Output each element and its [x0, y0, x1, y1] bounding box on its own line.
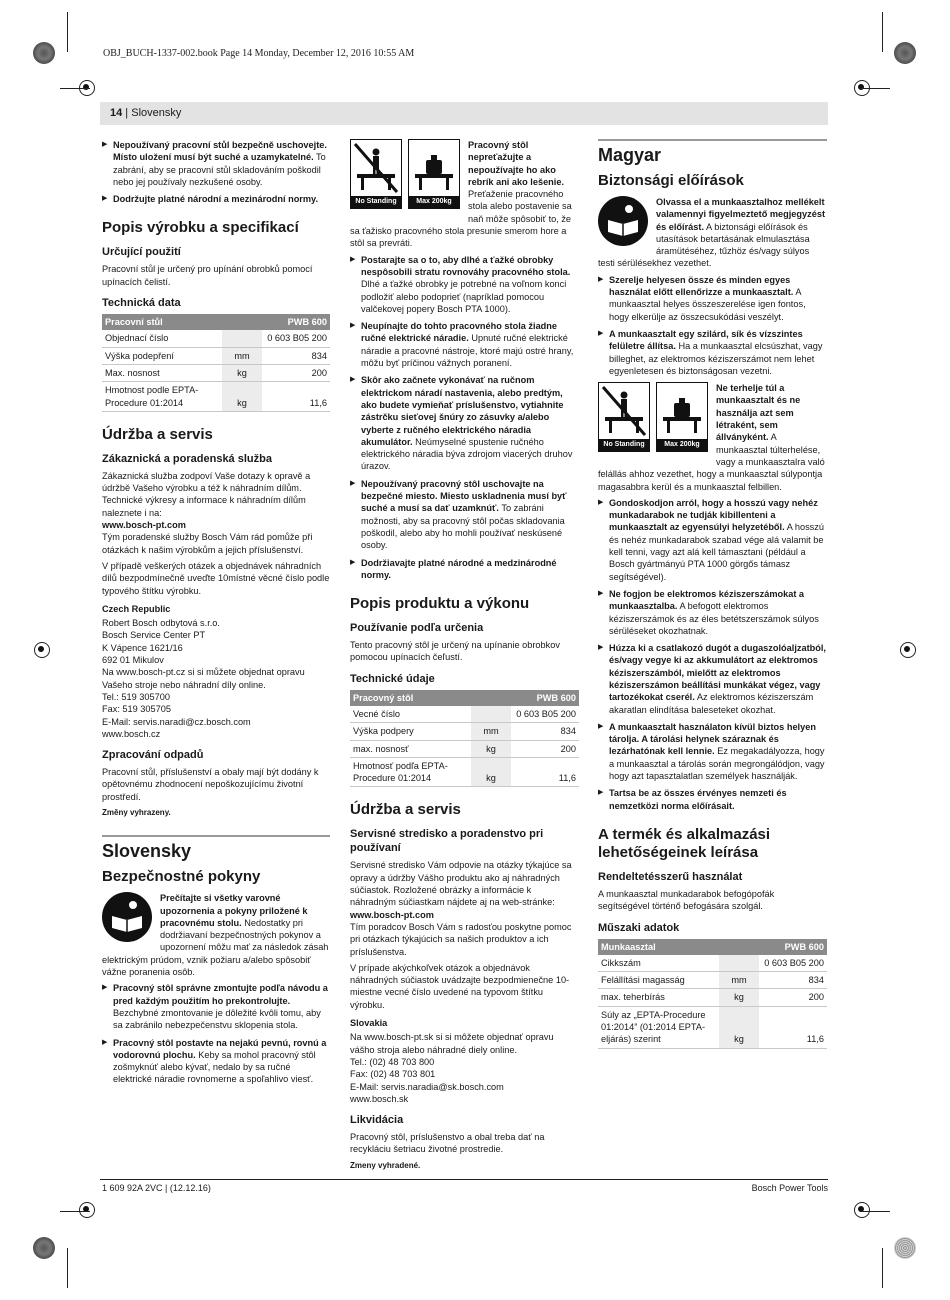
link-text: www.bosch-pt.com [102, 520, 186, 531]
table-cell [719, 955, 759, 972]
crosshair-target [852, 1200, 872, 1220]
subsection-heading: Rendeltetésszerű használat [598, 870, 743, 883]
crop-mark [882, 12, 883, 52]
header-language: Slovensky [131, 107, 182, 119]
table-cell: Výška podepření [102, 347, 222, 364]
tech-data-table [598, 939, 827, 1049]
address-line: Tel.: (02) 48 703 800 [350, 1056, 435, 1067]
max-load-icon [408, 139, 460, 209]
bullet-text: A hosszú és nehéz munkadarabok szabad vége alá valamit be kell tenni, vagy azt alá kell támasztani (például a Bosch gyártmányú PTA 1000 görgős támasz segítségével). [609, 522, 824, 582]
address-line: Tel.: 519 305700 [102, 691, 170, 702]
table-cell: Vecné číslo [350, 706, 471, 723]
intro-bold: Prečítajte si všetky varovné upozornenia a pokyny priložené k pracovnému stolu. [160, 893, 308, 928]
table-header: Munkaasztal [598, 939, 719, 955]
table-row [598, 955, 827, 972]
warning-text: Preťaženie pracovného stola alebo postavenie sa naň môže spôsobiť to, že sa ťažisko pracovného stola presunie smerom hore a stôl sa prevráti. [350, 189, 572, 249]
table-cell: 200 [759, 989, 827, 1006]
subsection-heading: Technické údaje [350, 672, 435, 685]
table-row [598, 972, 827, 989]
footer-rule [100, 1179, 828, 1180]
crop-mark [67, 1248, 68, 1288]
table-header: Pracovní stůl [102, 314, 222, 330]
intro-text: A biztonsági előírások és utasítások betartásának elmulasztása áramütéséhez, tűzhöz és/vagy súlyos testi sérülésekhez vezethet. [598, 221, 810, 269]
subsection-heading: Műszaki adatok [598, 921, 680, 934]
bullet-bold: Postarajte sa o to, aby dlhé a ťažké obrobky nespôsobili stratu rovnováhy pracovného stola. [361, 254, 571, 277]
bullet-bold: Ne fogjon be elektromos kéziszerszámokat a munkaasztalba. [609, 588, 805, 612]
subsection-heading: Zpracování odpadů [102, 749, 204, 762]
bullet-text: A befogott elektromos kéziszerszámok és az éles betétszerszámok súlyos sérüléseket okozhatnak. [609, 601, 819, 636]
table-row [350, 723, 579, 740]
paragraph: A munkaasztal munkadarabok befogópofák segítségével történő befogására szolgál. [598, 888, 775, 912]
registration-mark [33, 1237, 55, 1259]
subsection-heading: Likvidácia [350, 1114, 404, 1127]
address-line: Na www.bosch-pt.cz si si můžete objednat opravu Vašeho stroje nebo náhradní díly online. [102, 667, 305, 690]
warning-text: A munkaasztal túlterhelése, vagy a munkaasztalra való felállás ahhoz vezethet, hogy a munkaasztal súlypontja magasabbra kerül és a munkaasztal felbillen. [598, 432, 825, 492]
table-cell: Max. nosnost [102, 364, 222, 381]
table-cell: mm [222, 347, 262, 364]
table-cell: kg [222, 382, 262, 412]
warning-icons [598, 382, 708, 452]
address-line: E-Mail: servis.naradi@cz.bosch.com [102, 716, 251, 727]
bullet-bold: A munkaasztalt használaton kívül biztos helyen tárolja. A tárolási helynek száraznak és lezárhatónak kell lennie. [609, 721, 816, 757]
table-row [102, 330, 330, 347]
table-cell: Súly az „EPTA-Procedure 01:2014” (01:2014 EPTA-eljárás) szerint [598, 1006, 719, 1048]
bullet-bold: Dodržujte platné národní a mezinárodní normy. [113, 194, 319, 205]
paragraph: V případě veškerých otázek a objednávek náhradních dílů bezpodmínečně uveďte 10místné věcné číslo podle typového štítku výrobku. [102, 560, 330, 596]
table-header: PWB 600 [511, 690, 579, 706]
section-heading: Bezpečnostné pokyny [102, 868, 261, 886]
table-row [350, 706, 579, 723]
registration-mark [894, 1237, 916, 1259]
bullet-text: Neúmyselné spustenie ručného elektrického náradia býva zdrojom viacerých druhov úrazov. [361, 436, 573, 472]
bullet-bold: Skôr ako začnete vykonávať na ručnom elektrickom náradí nastavenia, alebo predtým, ako budete vymieňať príslušenstvo, vytiahnite zástrčku sieťovej šnúry zo zásuvky a/alebo vyberte z ručného elektrického náradia akumulátor. [361, 375, 564, 447]
language-divider [598, 139, 827, 166]
footer-doc-number: 1 609 92A 2VC | (12.12.16) [102, 1183, 211, 1193]
bullet-bold: Nepoužívaný pracovní stůl bezpečně uschovejte. Místo uložení musí být suché a uzamykatelné. [113, 140, 327, 163]
address-line: Fax: 519 305705 [102, 704, 171, 715]
table-header: PWB 600 [759, 939, 827, 955]
list-item [598, 328, 827, 377]
table-row [598, 1006, 827, 1048]
table-row [350, 757, 579, 787]
warning-bold: Ne terhelje túl a munkaasztalt és ne használja azt sem létraként, sem állványként. [716, 383, 801, 443]
paragraph: Pracovný stôl, príslušenstvo a obal treba dať na recykláciu šetriacu životné prostredie. [350, 1132, 545, 1155]
address-line: 692 01 Mikulov [102, 655, 164, 666]
list-item [102, 193, 330, 205]
intro-text: Nedostatky pri dodržiavaní bezpečnostných pokynov a upozornení môžu mať za následok zásah elektrickým prúdom, vznik požiaru a/alebo spôsobiť vážne poranenia osôb. [102, 917, 329, 978]
table-row [102, 347, 330, 364]
list-item [598, 497, 827, 583]
address-line: K Vápence 1621/16 [102, 642, 183, 653]
bullet-bold: Neupínajte do tohto pracovného stola žiadne ručné elektrické náradie. [361, 321, 558, 344]
column-czech [102, 139, 330, 1091]
bullet-bold: Gondoskodjon arról, hogy a hosszú vagy nehéz munkadarabok ne tudják kibillenteni a munkaasztalt az egyensúlyi helyzetéből. [609, 497, 818, 533]
table-cell: kg [719, 989, 759, 1006]
subsection-heading: Používanie podľa určenia [350, 622, 484, 635]
list-item [350, 557, 579, 582]
column-slovak [350, 139, 579, 1176]
bullet-bold: Húzza ki a csatlakozó dugót a dugaszolóaljzatból, és/vagy vegye ki az akkumulátort az elektromos kéziszerszámból, mielőtt az elektromos kéziszerszámon beállítási munkákat végez, vagy tartozékokat cserél. [609, 643, 826, 703]
address-line: Bosch Service Center PT [102, 630, 206, 641]
language-title: Magyar [598, 145, 662, 165]
table-cell: kg [222, 364, 262, 381]
list-item [350, 478, 579, 552]
section-heading: Údržba a servis [102, 425, 213, 443]
print-line: OBJ_BUCH-1337-002.book Page 14 Monday, December 12, 2016 10:55 AM [103, 48, 415, 59]
table-cell: 834 [262, 347, 330, 364]
table-row [102, 382, 330, 412]
address-block [102, 617, 330, 740]
table-cell: 200 [262, 364, 330, 381]
table-cell: mm [471, 723, 511, 740]
warning-icons [350, 139, 460, 209]
bullet-text: To zabrání, aby se pracovní stůl skladováním poškodil nebo jej používaly nezkušené osoby. [113, 152, 326, 187]
address-line: Robert Bosch odbytová s.r.o. [102, 618, 220, 629]
section-heading: Biztonsági előírások [598, 172, 744, 189]
list-item [598, 787, 827, 812]
bullet-text: Ez megakadályozza, hogy a munkaasztal a tárolás során megrongálódjon, vagy hogy azt tapasztalatlan személyek használják. [609, 746, 825, 782]
address-line: Na www.bosch-pt.sk si si môžete objednať opravu vášho stroja alebo náhradné diely online. [350, 1032, 554, 1055]
read-manual-icon [102, 892, 152, 942]
bullet-bold: A munkaasztalt egy szilárd, sík és vízszintes felületre állítsa. [609, 328, 803, 352]
bullet-text: To zabráni možnosti, aby sa pracovný stôl počas skladovania poškodil, alebo aby ho mohli používať neskúsené osoby. [361, 503, 565, 551]
list-item [350, 254, 579, 315]
paragraph: Pracovní stůl, příslušenství a obaly mají být dodány k opětovnému zhodnocení nepoškozujícímu životní prostředí. [102, 767, 319, 802]
table-cell: 0 603 B05 200 [262, 330, 330, 347]
crosshair-target [77, 1200, 97, 1220]
country-label: Slovakia [350, 1018, 388, 1029]
crosshair-target [32, 640, 52, 660]
language-divider [102, 835, 330, 862]
section-heading: Popis výrobku a specifikací [102, 219, 299, 237]
list-item [102, 139, 330, 188]
table-row [598, 989, 827, 1006]
max-load-icon [656, 382, 708, 452]
table-cell: kg [471, 740, 511, 757]
section-heading: Popis produktu a výkonu [350, 595, 530, 613]
paragraph: Zákaznická služba zodpoví Vaše dotazy k opravě a údržbě Vašeho výrobku a též k náhradním dílům. Technické výkresy a informace k náhradním dílům naleznete i na: [102, 470, 311, 518]
bullet-text: Dlhé a ťažké obrobky je potrebné na voľnom konci podložiť alebo podoprieť (napríklad pomocou valčekovej popery Bosch PTA 1000). [361, 279, 567, 314]
table-cell: mm [719, 972, 759, 989]
registration-mark [894, 42, 916, 64]
subsection-heading: Servisné stredisko a poradenstvo pri používaní [350, 828, 544, 855]
paragraph: Tento pracovný stôl je určený na upínanie obrobkov pomocou upínacích čeľustí. [350, 640, 560, 663]
icon-caption: No Standing [599, 439, 649, 451]
table-cell: max. teherbírás [598, 989, 719, 1006]
table-cell: Felállítási magasság [598, 972, 719, 989]
column-hungarian [598, 139, 827, 1057]
address-block [350, 1031, 579, 1105]
table-row [350, 740, 579, 757]
page-number: 14 [110, 107, 123, 119]
table-cell: max. nosnosť [350, 740, 471, 757]
bullet-text: Az elektromos kéziszerszám akaratlan elindítása baleseteket okozhat. [609, 692, 814, 715]
table-cell: Cikkszám [598, 955, 719, 972]
footer-brand: Bosch Power Tools [751, 1183, 828, 1193]
no-standing-icon [350, 139, 402, 209]
list-item [350, 320, 579, 369]
table-cell: 11,6 [759, 1006, 827, 1048]
changes-note: Zmeny vyhradené. [350, 1160, 421, 1170]
country-label: Czech Republic [102, 603, 171, 614]
link-text: www.bosch-pt.com [350, 909, 434, 920]
paragraph: V prípade akýchkoľvek otázok a objednávok náhradných súčiastok uvádzajte bezpodmienečne 10-miestne vecné číslo uvedené na typovom štítku výrobku. [350, 962, 570, 1010]
changes-note: Změny vyhrazeny. [102, 807, 171, 817]
table-row [102, 364, 330, 381]
header-separator: | [122, 107, 132, 119]
list-item [350, 374, 579, 472]
crop-mark [882, 1248, 883, 1288]
registration-mark [33, 42, 55, 64]
icon-caption: Max 200kg [409, 196, 459, 208]
table-cell: 0 603 B05 200 [511, 706, 579, 723]
table-cell: 834 [759, 972, 827, 989]
language-title: Slovensky [102, 841, 192, 862]
subsection-heading: Zákaznická a poradenská služba [102, 452, 272, 465]
table-cell: 11,6 [511, 757, 579, 787]
table-cell: Výška podpery [350, 723, 471, 740]
bullet-text: Ha a munkaasztal elcsúszhat, vagy billeghet, az elektromos kéziszerszámot nem lehet egyenletesen és biztonságosan vezetni. [609, 341, 823, 376]
table-cell: Hmotnost podle EPTA-Procedure 01:2014 [102, 382, 222, 412]
bullet-text: Bezchybné zmontovanie je dôležité kvôli tomu, aby sa zabránilo nebezpečenstvu sklopenia stola. [113, 1007, 321, 1031]
crop-mark [860, 1211, 890, 1212]
address-line: www.bosch.sk [350, 1093, 409, 1104]
bullet-bold: Nepoužívaný pracovný stôl uschovajte na bezpečné miesto. Miesto uskladnenia musí byť suché a musí sa dať uzamknúť. [361, 478, 567, 514]
table-cell: 834 [511, 723, 579, 740]
table-cell: 0 603 B05 200 [759, 955, 827, 972]
section-heading: A termék és alkalmazási lehetőségeinek leírása [598, 825, 771, 861]
list-item [598, 721, 827, 782]
table-cell: 11,6 [262, 382, 330, 412]
table-cell: kg [471, 757, 511, 787]
tech-data-table [102, 314, 330, 412]
read-manual-icon [598, 196, 648, 246]
list-item [598, 274, 827, 323]
crosshair-target [898, 640, 918, 660]
list-item [598, 642, 827, 716]
icon-caption: Max 200kg [657, 439, 707, 451]
paragraph: Servisné stredisko Vám odpovie na otázky týkajúce sa opravy a údržby Vášho produktu ako aj náhradných súčiastok. Rozložené obrázky a informácie k náhradným súčiastkam nájdete aj na web-stránke: [350, 860, 572, 908]
list-item [102, 982, 330, 1031]
table-cell [471, 706, 511, 723]
paragraph: Tím poradcov Bosch Vám s radosťou poskytne pomoc pri otázkach týkajúcich sa našich produktov a ich príslušenstva. [350, 921, 572, 957]
page-header [100, 102, 828, 125]
table-cell: Hmotnosť podľa EPTA-Procedure 01:2014 [350, 757, 471, 787]
table-header: PWB 600 [262, 314, 330, 330]
warning-bold: Pracovný stôl nepreťažujte a nepoužívajte ho ako rebrík ani ako lešenie. [468, 140, 565, 187]
bullet-text: A munkaasztal helyes összeszerelése igen fontos, hogy elkerülje az összecsukódási veszélyt. [609, 287, 806, 322]
crop-mark [860, 88, 890, 89]
crop-mark [67, 12, 68, 52]
bullet-text: Keby sa mohol pracovný stôl zošmyknúť alebo kývať, nedalo by sa ručné elektrické náradie rovnomerne a spoľahlivo viesť. [113, 1049, 316, 1085]
paragraph: Tým poradenské služby Bosch Vám rád pomůže při otázkách k našim výrobkům a jejich příslušenství. [102, 532, 313, 555]
list-item [598, 588, 827, 637]
address-line: E-Mail: servis.naradia@sk.bosch.com [350, 1081, 504, 1092]
icon-caption: No Standing [351, 196, 401, 208]
paragraph: Pracovní stůl je určený pro upínání obrobků pomocí upínacích čelistí. [102, 264, 313, 287]
crop-mark [60, 1211, 90, 1212]
table-cell: Objednací číslo [102, 330, 222, 347]
no-standing-icon [598, 382, 650, 452]
bullet-bold: Szerelje helyesen össze és minden egyes használat előtt ellenőrizze a munkaasztalt. [609, 274, 794, 298]
bullet-bold: Dodržiavajte platné národné a medzinárodné normy. [361, 557, 557, 580]
intro-bold: Olvassa el a munkaasztalhoz mellékelt valamennyi figyelmeztető megjegyzést és előírást. [656, 197, 826, 232]
table-cell: kg [719, 1006, 759, 1048]
table-cell [222, 330, 262, 347]
tech-data-table [350, 690, 579, 788]
table-header: Pracovný stôl [350, 690, 471, 706]
bullet-text: Upnuté ručné elektrické náradie a pracovné nástroje, ktoré majú ostré hrany, môžu byť príčinou vážnych poranení. [361, 333, 574, 369]
subsection-heading: Určující použití [102, 246, 181, 259]
crop-mark [60, 88, 90, 89]
address-line: Fax: (02) 48 703 801 [350, 1069, 436, 1080]
section-heading: Údržba a servis [350, 801, 461, 819]
table-cell: 200 [511, 740, 579, 757]
bullet-bold: Pracovný stôl postavte na nejakú pevnú, rovnú a vodorovnú plochu. [113, 1037, 327, 1060]
list-item [102, 1037, 330, 1086]
address-line: www.bosch.cz [102, 728, 161, 739]
subsection-heading: Technická data [102, 297, 181, 310]
bullet-bold: Pracovný stôl správne zmontujte podľa návodu a pred každým použitím ho prekontrolujte. [113, 983, 328, 1006]
bullet-bold: Tartsa be az összes érvényes nemzeti és nemzetközi norma előírásait. [609, 788, 787, 811]
